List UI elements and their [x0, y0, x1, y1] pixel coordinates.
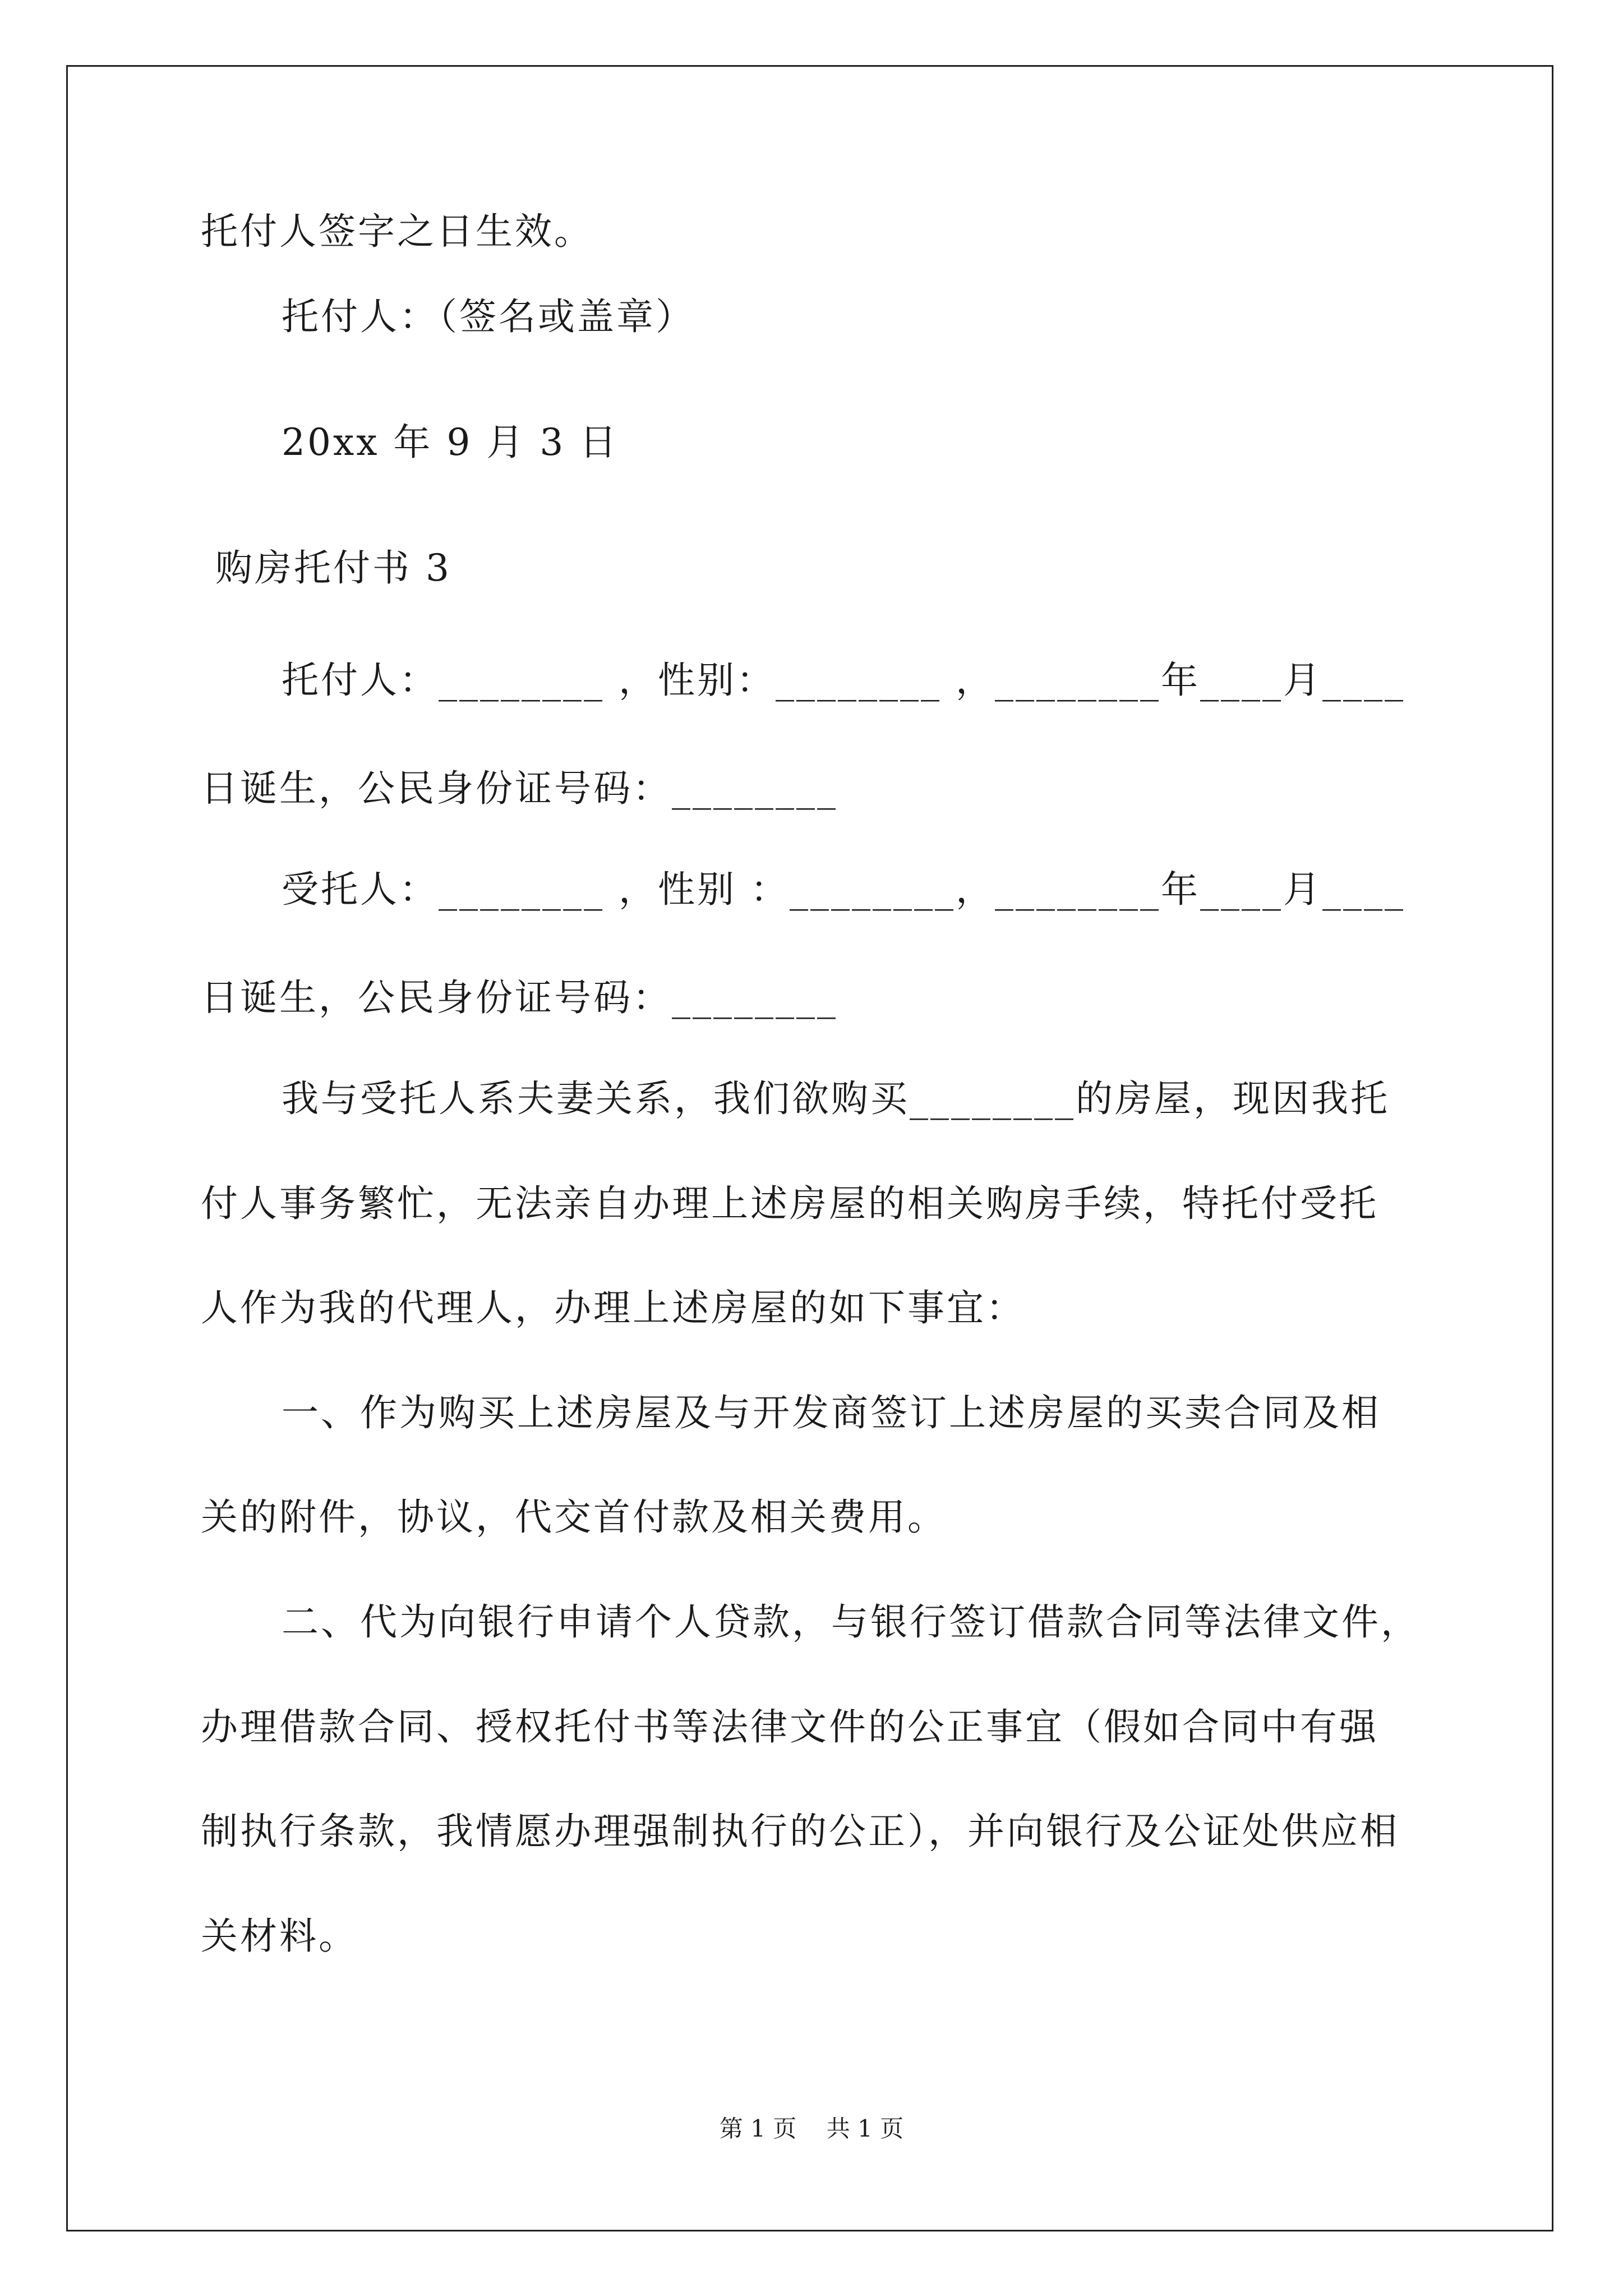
section-title: 购房托付书 3: [215, 546, 451, 590]
paragraph-line: 关的附件，协议，代交首付款及相关费用。: [201, 1496, 947, 1539]
date-line: 20xx 年 9 月 3 日: [282, 421, 619, 464]
paragraph-line: 制执行条款，我情愿办理强制执行的公正），并向银行及公证处供应相: [201, 1810, 1399, 1853]
paragraph-line: 日诞生，公民身份证号码：________: [201, 976, 838, 1019]
paragraph-line: 付人事务繁忙，无法亲自办理上述房屋的相关购房手续，特托付受托: [201, 1182, 1378, 1225]
signature-line: 托付人：（签名或盖章）: [282, 295, 695, 338]
page-border: [66, 65, 1553, 2231]
page-footer: 第 1 页 共 1 页: [719, 2115, 904, 2142]
paragraph-line: 关材料。: [201, 1915, 358, 1958]
paragraph-line: 二、代为向银行申请个人贷款，与银行签订借款合同等法律文件，: [282, 1600, 1420, 1644]
paragraph-line: 我与受托人系夫妻关系，我们欲购买________的房屋，现因我托: [282, 1077, 1390, 1120]
paragraph-line: 一、作为购买上述房屋及与开发商签订上述房屋的买卖合同及相: [282, 1391, 1381, 1434]
paragraph-line: 人作为我的代理人，办理上述房屋的如下事宜：: [201, 1286, 1025, 1329]
paragraph-line: 办理借款合同、授权托付书等法律文件的公正事宜（假如合同中有强: [201, 1705, 1378, 1749]
paragraph-line: 日诞生，公民身份证号码：________: [201, 767, 838, 810]
paragraph-line: 托付人签字之日生效。: [201, 210, 593, 253]
paragraph-line: 托付人：________ ，性别：________ ，________年____月____: [282, 659, 1405, 702]
paragraph-line: 受托人：________ ，性别 ：________，________年____月____: [282, 868, 1405, 911]
